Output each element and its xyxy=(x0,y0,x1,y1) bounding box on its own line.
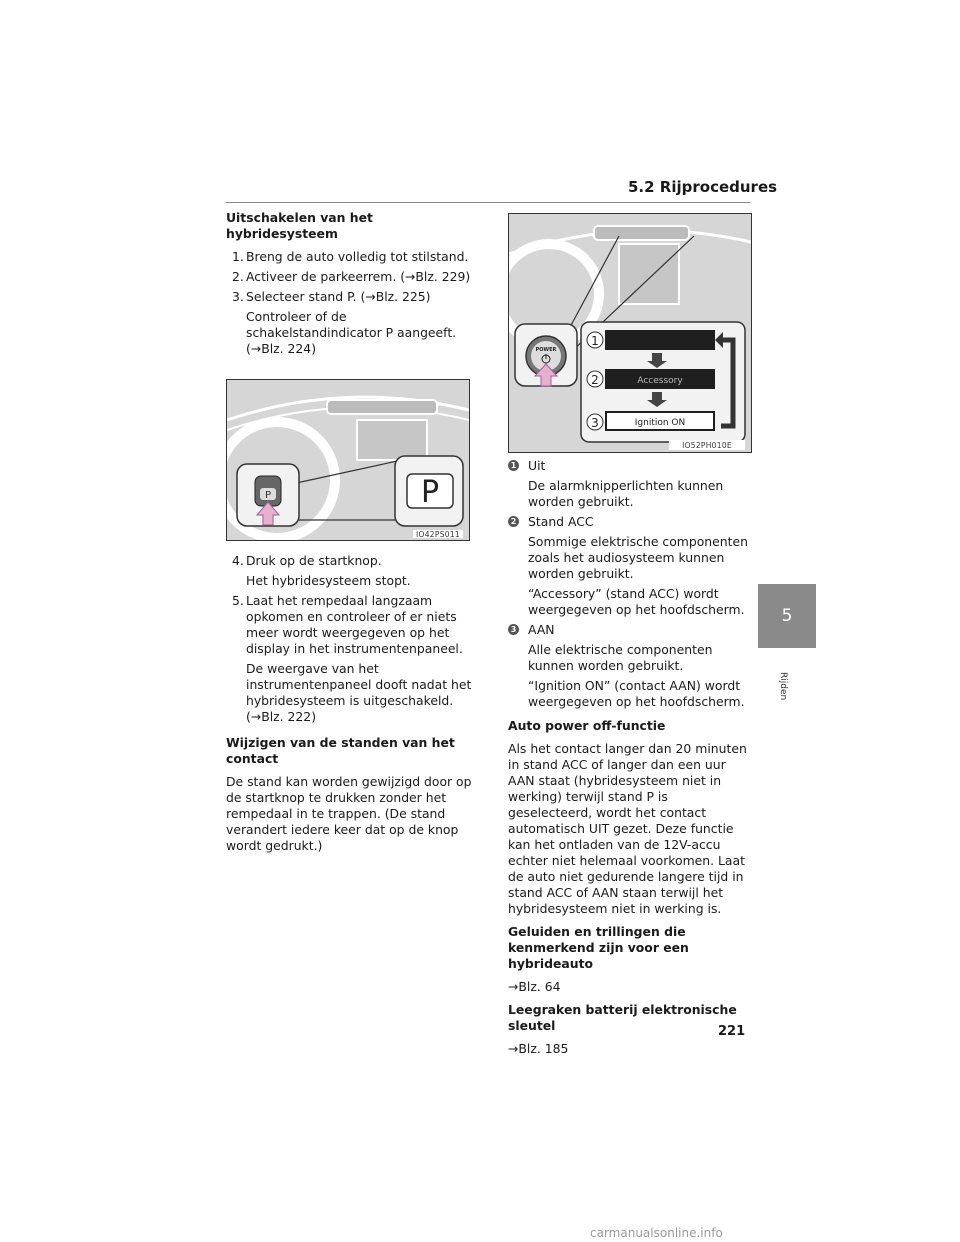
accessory-label: Accessory xyxy=(637,376,683,386)
mode-item-acc xyxy=(508,514,752,618)
step-4 xyxy=(226,553,474,569)
small-p-label: P xyxy=(264,490,272,501)
heading-ignition-modes: Wijzigen van de standen van het contact xyxy=(226,735,455,766)
chapter-label-container xyxy=(758,650,816,710)
power-label: POWER xyxy=(535,347,557,353)
step-4-note: Het hybridesysteem stopt. xyxy=(246,573,411,588)
step-text: Breng de auto volledig tot stilstand. xyxy=(246,249,469,264)
dashboard-p-illustration xyxy=(227,380,469,540)
paragraph-ignition-modes: De stand kan worden gewijzigd door op de startknop te drukken zonder het rempedaal in te trappen. (De stand verandert iedere keer dat op de knop wordt gedrukt.) xyxy=(226,774,472,853)
mode-note: Alle elektrische componenten kunnen worden gebruikt. xyxy=(528,642,713,673)
step-3-note: Controleer of de schakelstandindicator P aangeeft. (→Blz. 224) xyxy=(246,309,457,356)
right-column xyxy=(508,458,752,1064)
step-number: 5. xyxy=(232,593,244,608)
step-5-note: De weergave van het instrumentenpaneel dooft nadat het hybridesysteem is uitgeschakeld. (→Blz. 222) xyxy=(246,661,472,724)
step-text: Activeer de parkeerrem. (→Blz. 229) xyxy=(246,269,471,284)
section-title: 5.2 Rijprocedures xyxy=(628,178,778,196)
heading-auto-power-off: Auto power off-functie xyxy=(508,718,666,733)
big-p-label: P xyxy=(420,475,440,510)
mode-number-3: 3 xyxy=(591,416,599,430)
mode-title: AAN xyxy=(528,622,555,637)
step-2 xyxy=(226,269,474,285)
step-1 xyxy=(226,249,474,265)
mode-badge: 3 xyxy=(508,624,519,635)
mode-item-off xyxy=(508,458,752,510)
figure-power-modes xyxy=(508,213,752,453)
step-number: 2. xyxy=(232,269,244,284)
paragraph-auto-power-off: Als het contact langer dan 20 minuten in stand ACC of langer dan een uur AAN staat (hybridesysteem niet in werking) terwijl stand P is geselecteerd, wordt het contact automatisch UIT gezet. Deze functie kan het ontladen van de 12V-accu echter niet helemaal voorkomen. Laat de auto niet gedurende langere tijd in stand ACC of AAN staan terwijl het hybridesysteem niet in werking is. xyxy=(508,741,747,916)
power-modes-illustration xyxy=(509,214,751,452)
mode-title: Stand ACC xyxy=(528,514,594,529)
step-number: 1. xyxy=(232,249,244,264)
step-number: 4. xyxy=(232,553,244,568)
left-column xyxy=(226,210,474,861)
heading-sounds-vibrations: Geluiden en trillingen die kenmerkend zijn voor een hybrideauto xyxy=(508,924,689,971)
step-text: Druk op de startknop. xyxy=(246,553,382,568)
step-5 xyxy=(226,593,474,657)
page-number: 221 xyxy=(718,1024,746,1039)
step-3 xyxy=(226,289,474,305)
step-number: 3. xyxy=(232,289,244,304)
mode-item-on xyxy=(508,622,752,710)
figure-code: IO52PH010E xyxy=(682,441,732,450)
reference-key-battery: →Blz. 185 xyxy=(508,1041,569,1056)
watermark: carmanualsonline.info xyxy=(590,1226,723,1240)
mode-badge: 2 xyxy=(508,516,519,527)
mode-note: “Ignition ON” (contact AAN) wordt weergegeven op het hoofdscherm. xyxy=(528,678,745,709)
mode-note: De alarmknipperlichten kunnen worden gebruikt. xyxy=(528,478,724,509)
header-divider xyxy=(226,202,750,203)
mode-number-1: 1 xyxy=(591,334,599,348)
mode-badge: 1 xyxy=(508,460,519,471)
heading-shutdown: Uitschakelen van het hybridesysteem xyxy=(226,210,373,241)
figure-code: IO42PS011 xyxy=(416,530,460,539)
step-text: Selecteer stand P. (→Blz. 225) xyxy=(246,289,431,304)
mode-note: “Accessory” (stand ACC) wordt weergegeven op het hoofdscherm. xyxy=(528,586,745,617)
reference-sounds: →Blz. 64 xyxy=(508,979,561,994)
step-text: Laat het rempedaal langzaam opkomen en controleer of er niets meer wordt weergegeven op het display in het instrumentenpaneel. xyxy=(246,593,463,656)
heading-key-battery: Leegraken batterij elektronische sleutel xyxy=(508,1002,737,1033)
ignition-label: Ignition ON xyxy=(634,418,686,428)
chapter-label: Rijden xyxy=(778,672,788,701)
mode-note: Sommige elektrische componenten zoals het audiosysteem kunnen worden gebruikt. xyxy=(528,534,748,581)
chapter-tab: 5 xyxy=(758,584,816,648)
figure-shift-p xyxy=(226,379,470,541)
mode-number-2: 2 xyxy=(591,373,599,387)
mode-title: Uit xyxy=(528,458,546,473)
